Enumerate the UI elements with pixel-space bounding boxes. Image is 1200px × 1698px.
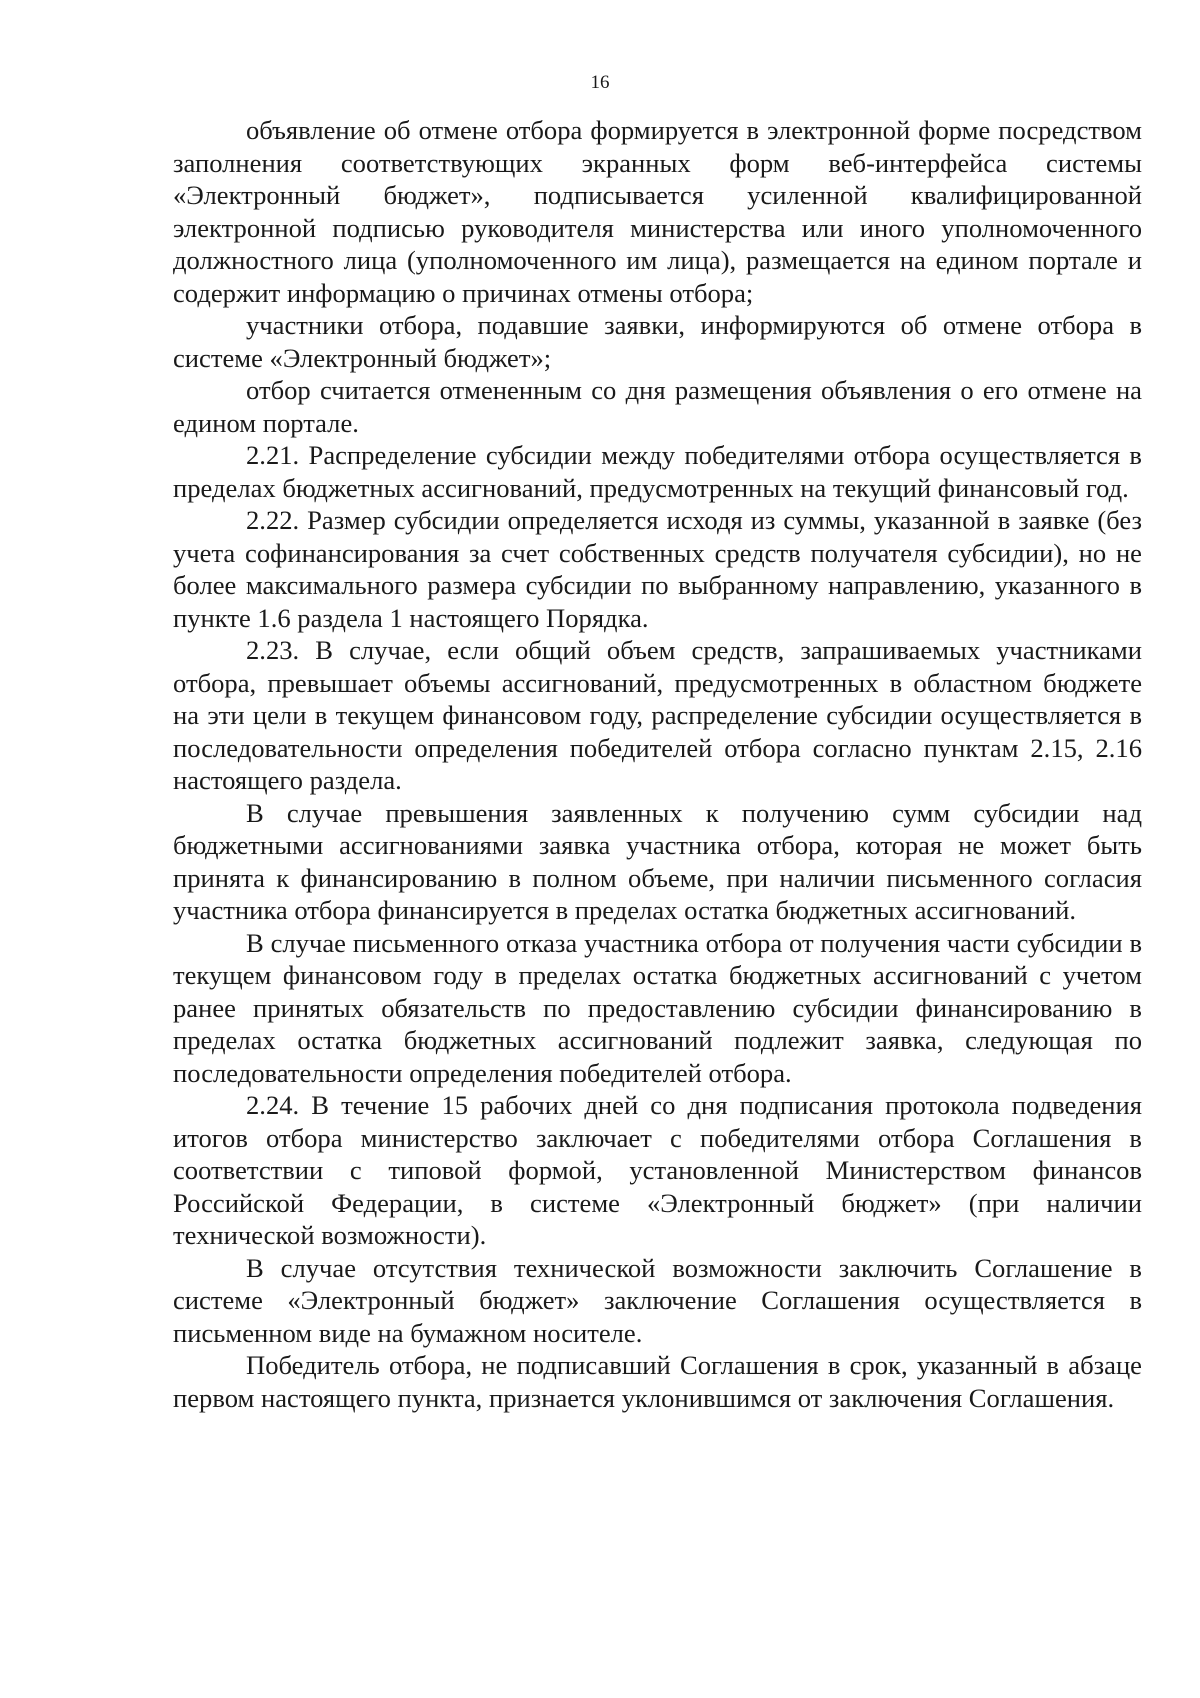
paragraph: 2.23. В случае, если общий объем средств, запрашиваемых участниками отбора, превышает объемы ассигнований, предусмотренных в областном бюджете на эти цели в текущем финансовом году, распределение субсидии осуществляется в последовательности определения победителей отбора согласно пунктам 2.15, 2.16 настоящего раздела. [173, 635, 1142, 795]
paragraph: 2.21. Распределение субсидии между победителями отбора осуществляется в пределах бюджетных ассигнований, предусмотренных на текущий финансовый год. [173, 440, 1142, 503]
paragraph: объявление об отмене отбора формируется в электронной форме посредством заполнения соответствующих экранных форм веб-интерфейса системы «Электронный бюджет», подписывается усиленной квалифицированной электронной подписью руководителя министерства или иного уполномоченного должностного лица (уполномоченного им лица), размещается на едином портале и содержит информацию о причинах отмены отбора; [173, 115, 1142, 308]
paragraph: участники отбора, подавшие заявки, информируются об отмене отбора в системе «Электронный бюджет»; [173, 310, 1142, 373]
page-number: 16 [590, 72, 610, 93]
paragraph: В случае превышения заявленных к получению сумм субсидии над бюджетными ассигнованиями заявка участника отбора, которая не может быть принята к финансированию в полном объеме, при наличии письменного согласия участника отбора финансируется в пределах остатка бюджетных ассигнований. [173, 797, 1142, 925]
document-body [173, 114, 1142, 1414]
paragraph: Победитель отбора, не подписавший Соглашения в срок, указанный в абзаце первом настоящего пункта, признается уклонившимся от заключения Соглашения. [173, 1350, 1142, 1413]
paragraph: 2.22. Размер субсидии определяется исходя из суммы, указанной в заявке (без учета софинансирования за счет собственных средств получателя субсидии), но не более максимального размера субсидии по выбранному направлению, указанного в пункте 1.6 раздела 1 настоящего Порядка. [173, 505, 1142, 633]
paragraph: В случае отсутствия технической возможности заключить Соглашение в системе «Электронный бюджет» заключение Соглашения осуществляется в письменном виде на бумажном носителе. [173, 1252, 1142, 1348]
paragraph: отбор считается отмененным со дня размещения объявления о его отмене на едином портале. [173, 375, 1142, 438]
paragraph: В случае письменного отказа участника отбора от получения части субсидии в текущем финансовом году в пределах остатка бюджетных ассигнований с учетом ранее принятых обязательств по предоставлению субсидии финансированию в пределах остатка бюджетных ассигнований подлежит заявка, следующая по последовательности определения победителей отбора. [173, 927, 1142, 1088]
paragraph: 2.24. В течение 15 рабочих дней со дня подписания протокола подведения итогов отбора министерство заключает с победителями отбора Соглашения в соответствии с типовой формой, установленной Министерством финансов Российской Федерации, в системе «Электронный бюджет» (при наличии технической возможности). [173, 1090, 1142, 1250]
